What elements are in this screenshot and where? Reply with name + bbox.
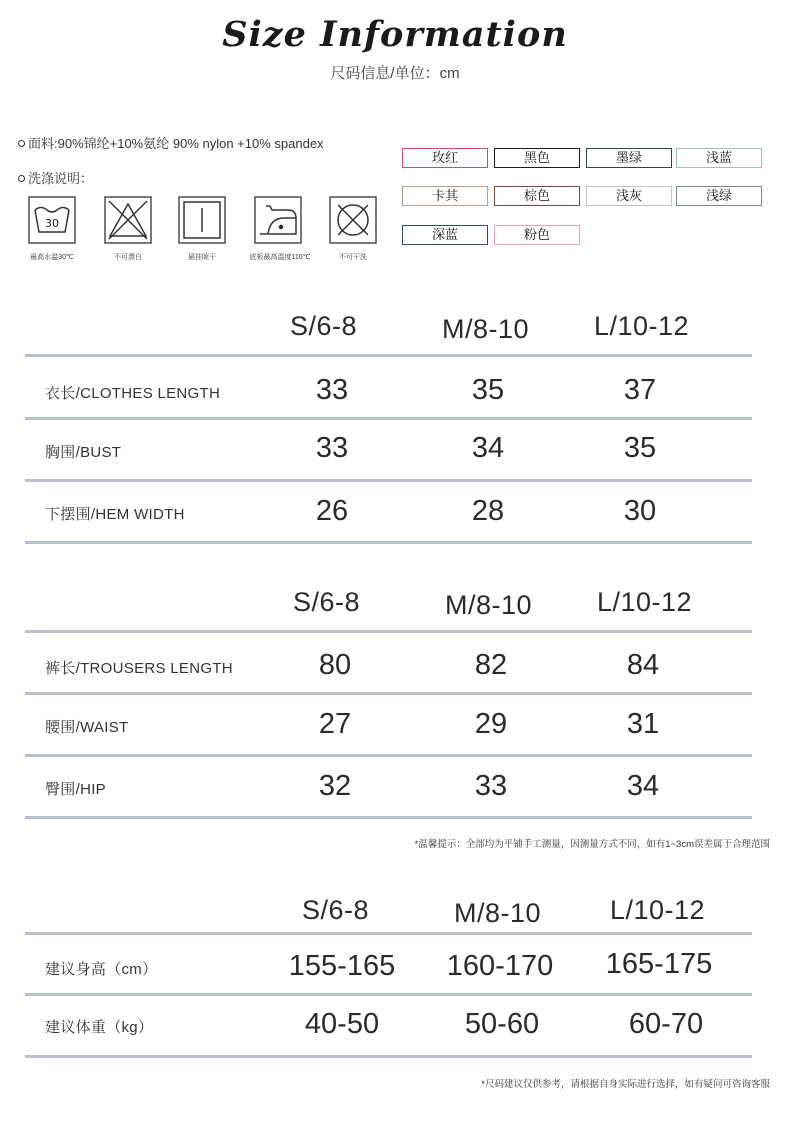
table-cell: 33: [315, 374, 349, 406]
color-swatch-navy[interactable]: 深蓝: [402, 225, 488, 245]
table-cell: 33: [474, 770, 508, 802]
bullet-icon: [18, 140, 25, 147]
table-cell: 31: [626, 708, 660, 740]
color-swatch-black[interactable]: 黑色: [494, 148, 580, 168]
wash-caption: 最高水温30℃: [30, 254, 74, 261]
table-cell: 33: [315, 432, 349, 464]
size-header-l: L/10-12: [597, 587, 693, 617]
table-divider: [25, 692, 752, 695]
table-cell: 35: [471, 374, 505, 406]
table-cell: 37: [623, 374, 657, 406]
page-title: Size Information: [222, 14, 568, 55]
table-cell: 155-165: [288, 950, 396, 982]
no-bleach-icon: [104, 196, 152, 244]
table-divider: [25, 754, 752, 757]
table-cell: 82: [474, 649, 508, 681]
table-divider: [25, 479, 752, 482]
size-header-l: L/10-12: [594, 311, 690, 341]
hang-dry-caption: 悬挂晾干: [188, 254, 216, 261]
table-divider: [25, 1055, 752, 1058]
no-dry-clean-icon: [329, 196, 377, 244]
table-cell: 40-50: [304, 1008, 380, 1040]
color-swatch-light-blue[interactable]: 浅蓝: [676, 148, 762, 168]
size-header-l: L/10-12: [610, 895, 706, 925]
row-label-length: 衣长/CLOTHES LENGTH: [45, 385, 221, 402]
size-header-m: M/8-10: [442, 314, 530, 344]
table-divider: [25, 993, 752, 996]
row-label-waist: 腰围/WAIST: [45, 719, 129, 736]
size-header-m: M/8-10: [445, 590, 533, 620]
table-divider: [25, 417, 752, 420]
wash-temp-label: 30: [45, 217, 59, 230]
color-swatch-light-grey[interactable]: 浅灰: [586, 186, 672, 206]
row-label-hem: 下摆围/HEM WIDTH: [45, 506, 185, 523]
table-cell: 80: [318, 649, 352, 681]
table-cell: 30: [623, 495, 657, 527]
color-swatch-rose-red[interactable]: 玫红: [402, 148, 488, 168]
size-header-s: S/6-8: [293, 587, 361, 617]
table-cell: 50-60: [464, 1008, 540, 1040]
page-subtitle: 尺码信息/单位：cm: [330, 65, 460, 82]
color-swatch-pink[interactable]: 粉色: [494, 225, 580, 245]
no-bleach-caption: 不可漂白: [114, 254, 142, 261]
table-divider: [25, 630, 752, 633]
care-label-text: 洗涤说明：: [28, 171, 94, 186]
row-label-weight: 建议体重（kg）: [45, 1019, 154, 1036]
row-label-trousers-length: 裤长/TROUSERS LENGTH: [45, 660, 233, 677]
wash-30-icon: [28, 196, 76, 244]
table-cell: 60-70: [628, 1008, 704, 1040]
measurement-note: *温馨提示：全部均为平铺手工测量，因测量方式不同，如有1~3cm误差属于合理范围: [414, 839, 770, 850]
color-swatch-dark-green[interactable]: 墨绿: [586, 148, 672, 168]
fabric-info: [18, 133, 324, 152]
care-instructions-label: [18, 168, 93, 187]
table-divider: [25, 541, 752, 544]
table-cell: 34: [471, 432, 505, 464]
fabric-text: 面料:90%锦纶+10%氨纶 90% nylon +10% spandex: [28, 136, 324, 151]
size-header-m: M/8-10: [454, 898, 542, 928]
iron-110-icon: [254, 196, 302, 244]
table-cell: 27: [318, 708, 352, 740]
table-divider: [25, 816, 752, 819]
table-cell: 84: [626, 649, 660, 681]
row-label-bust: 胸围/BUST: [45, 444, 122, 461]
size-advice-note: *尺码建议仅供参考，请根据自身实际进行选择，如有疑问可咨询客服: [481, 1079, 770, 1090]
table-cell: 34: [626, 770, 660, 802]
table-cell: 26: [315, 495, 349, 527]
table-cell: 165-175: [605, 948, 713, 980]
table-cell: 35: [623, 432, 657, 464]
hang-dry-icon: [178, 196, 226, 244]
color-swatch-light-green[interactable]: 浅绿: [676, 186, 762, 206]
table-divider: [25, 354, 752, 357]
table-divider: [25, 932, 752, 935]
size-header-s: S/6-8: [302, 895, 370, 925]
row-label-hip: 臀围/HIP: [45, 781, 106, 798]
bullet-icon: [18, 175, 25, 182]
no-dry-clean-caption: 不可干洗: [339, 254, 367, 261]
color-swatch-khaki[interactable]: 卡其: [402, 186, 488, 206]
row-label-height: 建议身高（cm）: [45, 961, 158, 978]
size-header-s: S/6-8: [290, 311, 358, 341]
table-cell: 28: [471, 495, 505, 527]
table-cell: 160-170: [446, 950, 554, 982]
table-cell: 29: [474, 708, 508, 740]
color-swatch-brown[interactable]: 棕色: [494, 186, 580, 206]
table-cell: 32: [318, 770, 352, 802]
iron-caption: 底板最高温度110℃: [249, 254, 311, 261]
